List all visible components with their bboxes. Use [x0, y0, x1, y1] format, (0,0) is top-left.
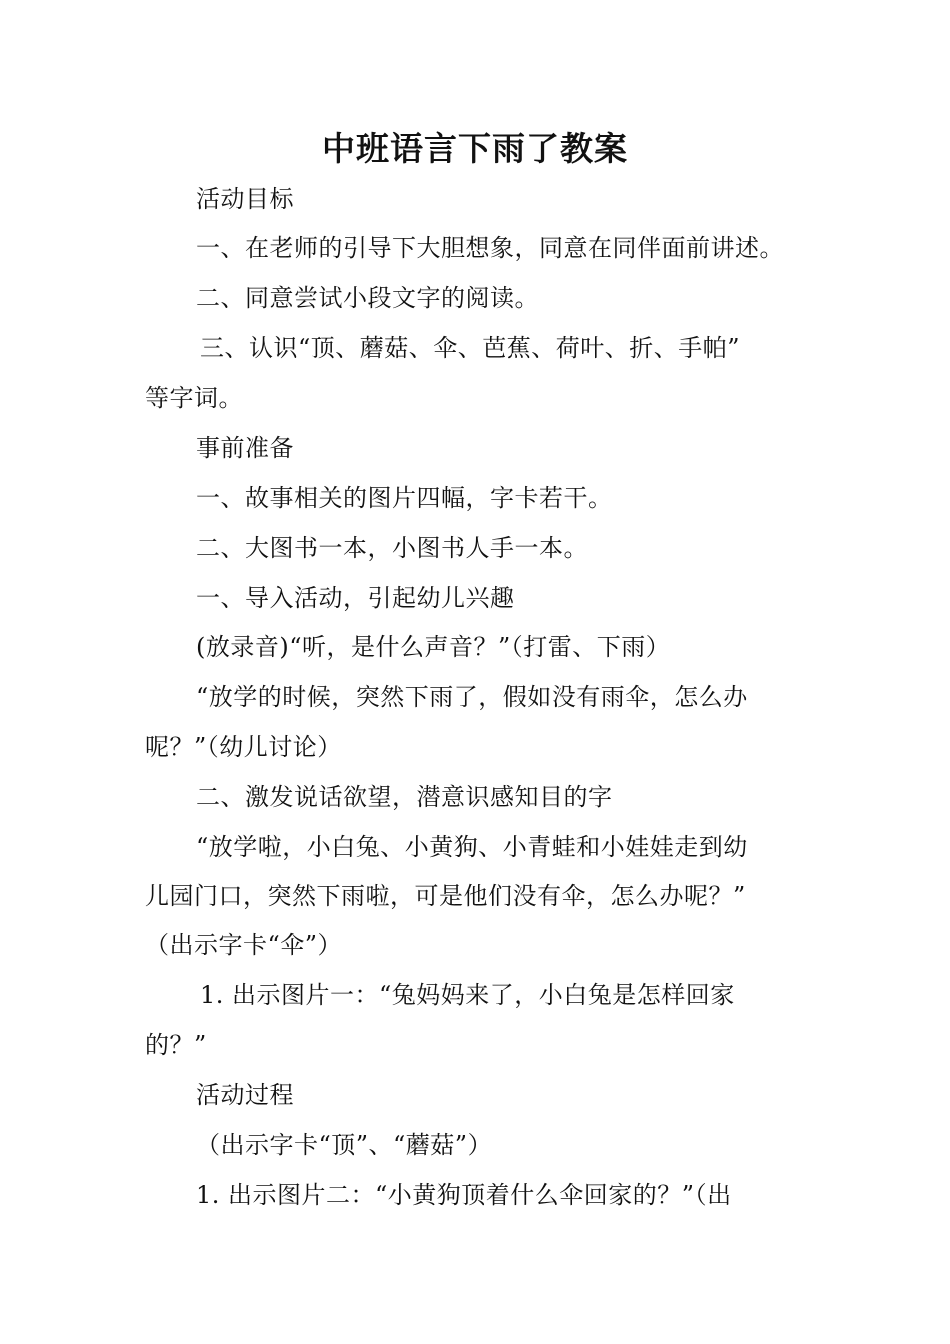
paragraph-line: 二、同意尝试小段文字的阅读。 [196, 284, 539, 312]
section-heading-process: 活动过程 [196, 1081, 294, 1109]
paragraph-line: 1. 出示图片一：“兔妈妈来了，小白兔是怎样回家 [200, 981, 735, 1009]
paragraph-line: (放录音)“听，是什么声音？”（打雷、下雨） [196, 633, 671, 661]
document-title: 中班语言下雨了教案 [322, 129, 628, 168]
paragraph-line: “放学啦，小白兔、小黄狗、小青蛙和小娃娃走到幼 [196, 833, 748, 861]
paragraph-line: 二、激发说话欲望，潜意识感知目的字 [196, 783, 613, 811]
paragraph-line: 三、认识“顶、蘑菇、伞、芭蕉、荷叶、折、手帕” [200, 334, 741, 362]
paragraph-line-continued: 呢？”（幼儿讨论） [145, 733, 342, 761]
paragraph-line: （出示字卡“顶”、“蘑菇”） [196, 1131, 493, 1159]
paragraph-line-continued: 等字词。 [145, 384, 243, 412]
paragraph-line: 一、故事相关的图片四幅，字卡若干。 [196, 484, 613, 512]
section-heading-preparation: 事前准备 [196, 434, 294, 462]
section-heading-goals: 活动目标 [196, 185, 294, 213]
paragraph-line: 二、大图书一本，小图书人手一本。 [196, 534, 588, 562]
paragraph-line: “放学的时候，突然下雨了，假如没有雨伞，怎么办 [196, 683, 748, 711]
paragraph-line: 一、在老师的引导下大胆想象，同意在同伴面前讲述。 [196, 234, 784, 262]
paragraph-line-continued: 的？” [145, 1031, 207, 1059]
paragraph-line-continued: 儿园门口，突然下雨啦，可是他们没有伞，怎么办呢？” [145, 882, 746, 910]
paragraph-line: 一、导入活动，引起幼儿兴趣 [196, 584, 515, 612]
paragraph-line-continued: （出示字卡“伞”） [145, 931, 343, 959]
paragraph-line: 1. 出示图片二：“小黄狗顶着什么伞回家的？”（出 [196, 1181, 732, 1209]
